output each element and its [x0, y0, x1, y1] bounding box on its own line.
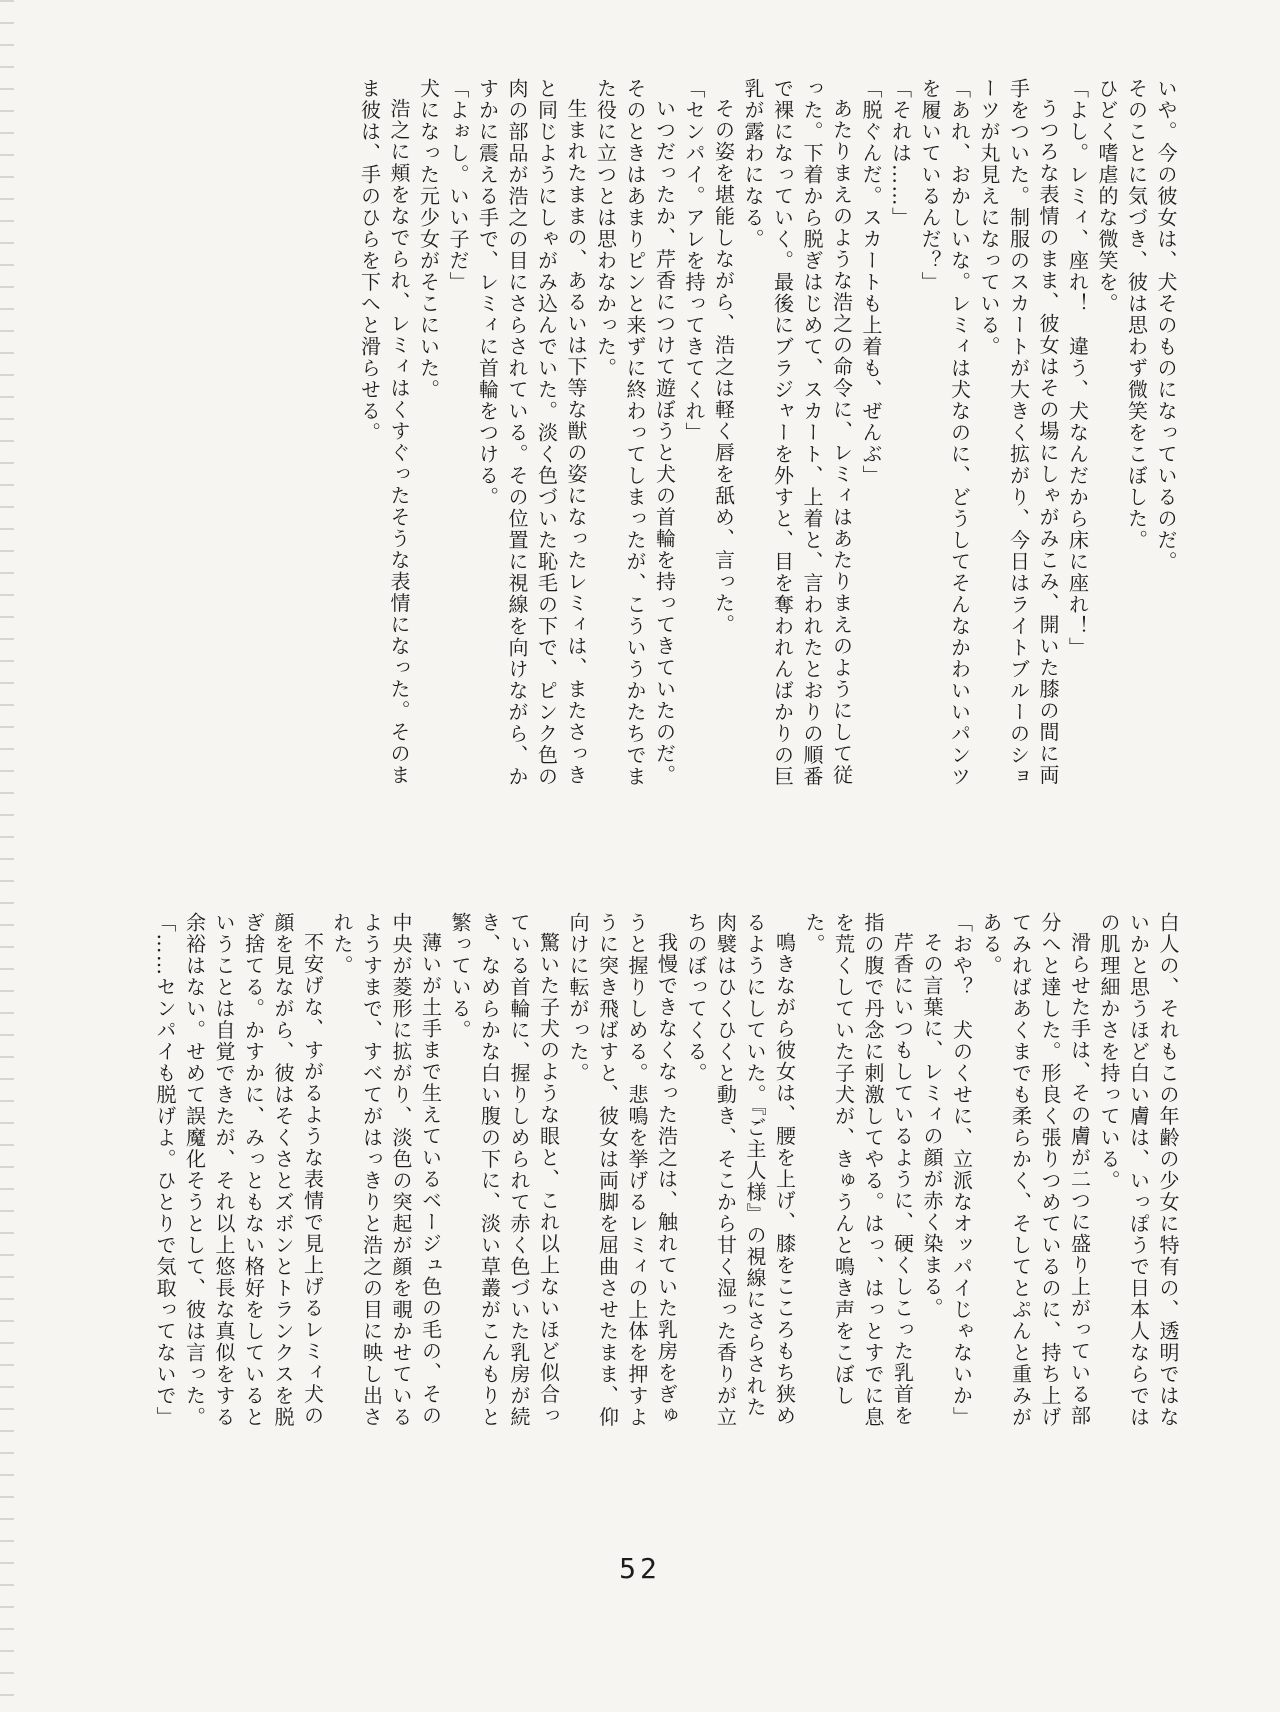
lower-paragraph: 我慢できなくなった浩之は、触れていた乳房をぎゅうと握りしめる。悲鳴を挙げるレミィの上体を押すように突き飛ばすと、彼女は両脚を屈曲させたまま、仰向けに転がった。 — [566, 912, 679, 1428]
upper-paragraph: 浩之に頬をなでられ、レミィはくすぐったそうな表情になった。そのまま彼は、手のひらを下へと滑らせる。 — [357, 78, 411, 786]
lower-paragraph: 不安げな、すがるような表情で見上げるレミィ犬の顔を見ながら、彼はそくさとズボンとトランクスを脱ぎ捨てる。かすかに、みっともない格好をしているということは自覚できたが、それ以上悠長な真似をする余裕はない。せめて誤魔化そうとして、彼は言った。 — [182, 912, 325, 1428]
upper-paragraph: 「あれ、おかしいな。レミィは犬なのに、どうしてそんなかわいいパンツを履いているんだ？」 — [918, 78, 972, 788]
upper-paragraph: いや。今の彼女は、犬そのものになっているのだ。 — [1154, 78, 1178, 573]
lower-paragraph: 驚いた子犬のような眼と、これ以上ないほど似合っている首輪に、握りしめられて赤く色づいた乳房が続き、なめらかな白い腹の下に、淡い草叢がこんもりと繁っている。 — [448, 912, 561, 1428]
upper-paragraph: ひどく嗜虐的な微笑を。 — [1095, 78, 1119, 315]
upper-paragraph: そのことに気づき、彼は思わず微笑をこぼした。 — [1124, 78, 1149, 551]
upper-paragraph: その姿を堪能しながら、浩之は軽く唇を舐め、言った。 — [711, 98, 736, 636]
upper-paragraph: 犬になった元少女がそこにいた。 — [416, 78, 441, 401]
upper-paragraph: いつだったか、芹香につけて遊ぼうと犬の首輪を持ってきていたのだ。そのときはあまりピンと来ずに終わってしまったが、こういうかたちでまた役に立つとは思わなかった。 — [593, 78, 677, 788]
upper-paragraph: 「センパイ。アレを持ってきてくれ」 — [682, 78, 706, 444]
upper-paragraph: 「脱ぐんだ。スカートも上着も、ぜんぶ」 — [859, 78, 883, 487]
lower-paragraph: 「おや？ 犬のくせに、立派なオッパイじゃないか」 — [949, 912, 974, 1428]
upper-paragraph: うつろな表情のまま、彼女はその場にしゃがみこみ、開いた膝の間に両手をついた。制服のスカートが大きく拡がり、今日はライトブルーのショーツが丸見えになっている。 — [977, 78, 1060, 788]
upper-paragraph: 生まれたままの、あるいは下等な獣の姿になったレミィは、またさっきと同じようにしゃがみ込んでいた。淡く色づいた恥毛の下で、ピンク色の肉の部品が浩之の目にさらされている。その位置に視線を向けながら、かすかに震える手で、レミィに首輪をつける。 — [475, 78, 588, 788]
lower-paragraph: 「……センパイも脱げよ。ひとりで気取ってないで」 — [153, 912, 177, 1428]
upper-paragraph: 「よぉし。いい子だ」 — [446, 78, 470, 293]
lower-paragraph: 白人の、それもこの年齢の少女に特有の、透明ではないかと思うほど白い膚は、いっぽうで日本人ならではの肌理細かさを持っている。 — [1097, 912, 1180, 1428]
lower-paragraph: 滑らせた手は、その膚が二つに盛り上がっている部分へと達した。形良く張りつめているのに、持ち上げてみればあくまでも柔らかく、そしてとぷんと重みがある。 — [979, 912, 1092, 1428]
lower-paragraph: 芹香にいつもしているように、硬くしこった乳首を指の腹で丹念に刺激してやる。はっ、はっとすでに息を荒くしていた子犬が、きゅうんと鳴き声をこぼした。 — [802, 912, 915, 1428]
page-number: 52 — [619, 1552, 661, 1585]
upper-paragraph: 「それは……」 — [888, 78, 913, 229]
text-block-upper — [142, 78, 1180, 798]
lower-paragraph: 鳴きながら彼女は、腰を上げ、膝をこころもち狭めるようにしていた。『ご主人様』の視線にさらされた肉襞はひくひくと動き、そこから甘く湿った香りが立ちのぼってくる。 — [684, 912, 797, 1428]
upper-paragraph: あたりまえのような浩之の命令に、レミィはあたりまえのようにして従った。下着から脱ぎはじめて、スカート、上着と、言われたとおりの順番で裸になっていく。最後にブラジャーを外すと、目を奪われんばかりの巨乳が露わになる。 — [741, 78, 854, 788]
text-block-lower — [142, 912, 1182, 1432]
lower-paragraph: その言葉に、レミィの顔が赤く染まる。 — [920, 932, 944, 1319]
binding-margin — [0, 0, 14, 1712]
upper-paragraph: 「よし。レミィ、座れ！ 違う、犬なんだから床に座れ！」 — [1065, 78, 1090, 659]
lower-paragraph: 薄いが土手まで生えているベージュ色の毛の、その中央が菱形に拡がり、淡色の突起が顔を覗かせているようすまで、すべてがはっきりと浩之の目に映し出された。 — [330, 912, 443, 1428]
